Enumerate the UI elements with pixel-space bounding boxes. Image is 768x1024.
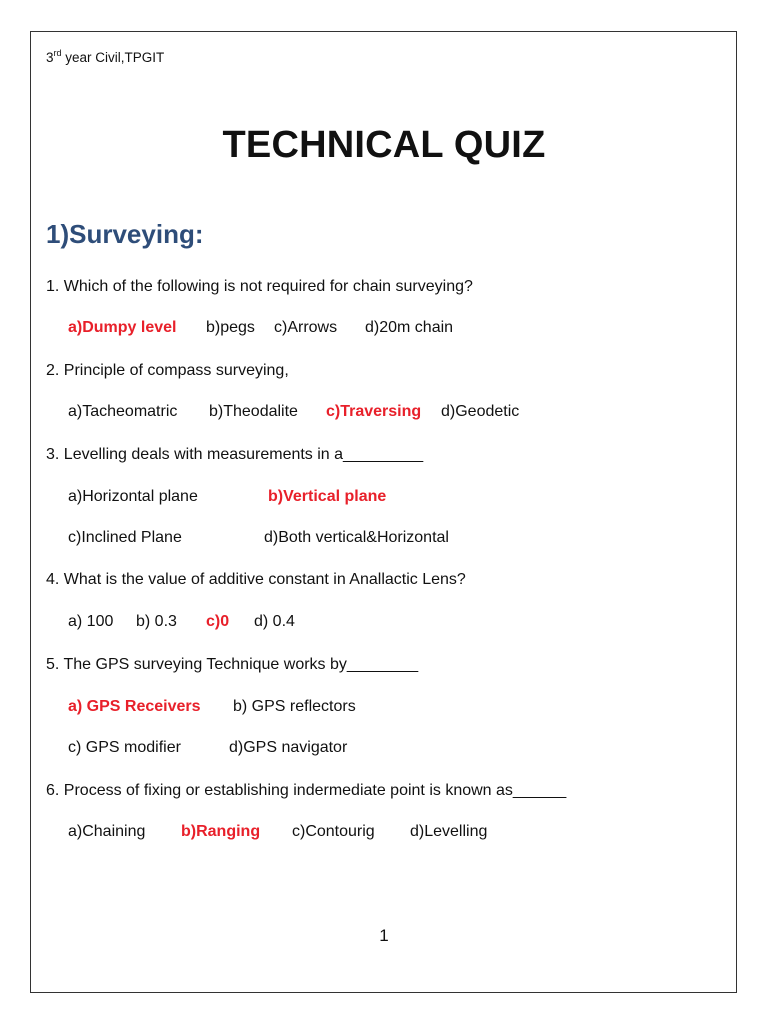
- question-6: 6. Process of fixing or establishing indermediate point is known as______: [46, 782, 567, 799]
- question-6-option-c: c)Contourig: [292, 823, 375, 840]
- question-1: 1. Which of the following is not required for chain surveying?: [46, 278, 473, 295]
- question-3-option-b: b)Vertical plane: [268, 488, 387, 505]
- question-3-option-c: c)Inclined Plane: [68, 529, 182, 546]
- question-2-options: [68, 401, 668, 423]
- question-6-option-b: b)Ranging: [181, 823, 261, 840]
- question-4-option-d: d) 0.4: [254, 613, 295, 630]
- question-4: 4. What is the value of additive constant in Anallactic Lens?: [46, 571, 466, 588]
- question-2-option-c: c)Traversing: [326, 403, 422, 420]
- question-3: 3. Levelling deals with measurements in a_________: [46, 446, 424, 463]
- question-4-option-a: a) 100: [68, 613, 114, 630]
- question-4-option-c: c)0: [206, 613, 230, 630]
- question-5: 5. The GPS surveying Technique works by________: [46, 656, 419, 673]
- question-1-option-c: c)Arrows: [274, 319, 338, 336]
- header-year-suffix: rd: [53, 48, 62, 58]
- header-note: [46, 49, 164, 67]
- question-6-options: [68, 821, 668, 843]
- question-2: 2. Principle of compass surveying,: [46, 362, 289, 379]
- question-1-option-b: b)pegs: [206, 319, 255, 336]
- question-2-option-a: a)Tacheomatric: [68, 403, 178, 420]
- question-6-option-d: d)Levelling: [410, 823, 488, 840]
- question-2-option-b: b)Theodalite: [209, 403, 298, 420]
- question-4-options: [68, 611, 668, 633]
- question-1-option-d: d)20m chain: [365, 319, 454, 336]
- question-6-option-a: a)Chaining: [68, 823, 146, 840]
- question-4-option-b: b) 0.3: [136, 613, 177, 630]
- document-title: TECHNICAL QUIZ: [222, 124, 546, 166]
- question-5-option-b: b) GPS reflectors: [233, 698, 356, 715]
- question-1-option-a: a)Dumpy level: [68, 319, 177, 336]
- question-3-options-row-2: [68, 527, 668, 549]
- page-border: [30, 31, 737, 993]
- section-heading: 1)Surveying:: [46, 219, 204, 249]
- question-5-options-row-2: [68, 737, 668, 759]
- question-5-option-d: d)GPS navigator: [229, 739, 348, 756]
- question-5-option-a: a) GPS Receivers: [68, 698, 201, 715]
- question-5-options-row-1: [68, 696, 668, 718]
- question-3-option-a: a)Horizontal plane: [68, 488, 198, 505]
- header-course: year Civil,TPGIT: [61, 50, 165, 65]
- header-year-number: 3: [46, 50, 54, 65]
- question-3-options-row-1: [68, 486, 668, 508]
- question-5-option-c: c) GPS modifier: [68, 739, 181, 756]
- question-2-option-d: d)Geodetic: [441, 403, 520, 420]
- question-1-options: [68, 317, 668, 339]
- question-3-option-d: d)Both vertical&Horizontal: [264, 529, 449, 546]
- page-number: 1: [379, 926, 389, 945]
